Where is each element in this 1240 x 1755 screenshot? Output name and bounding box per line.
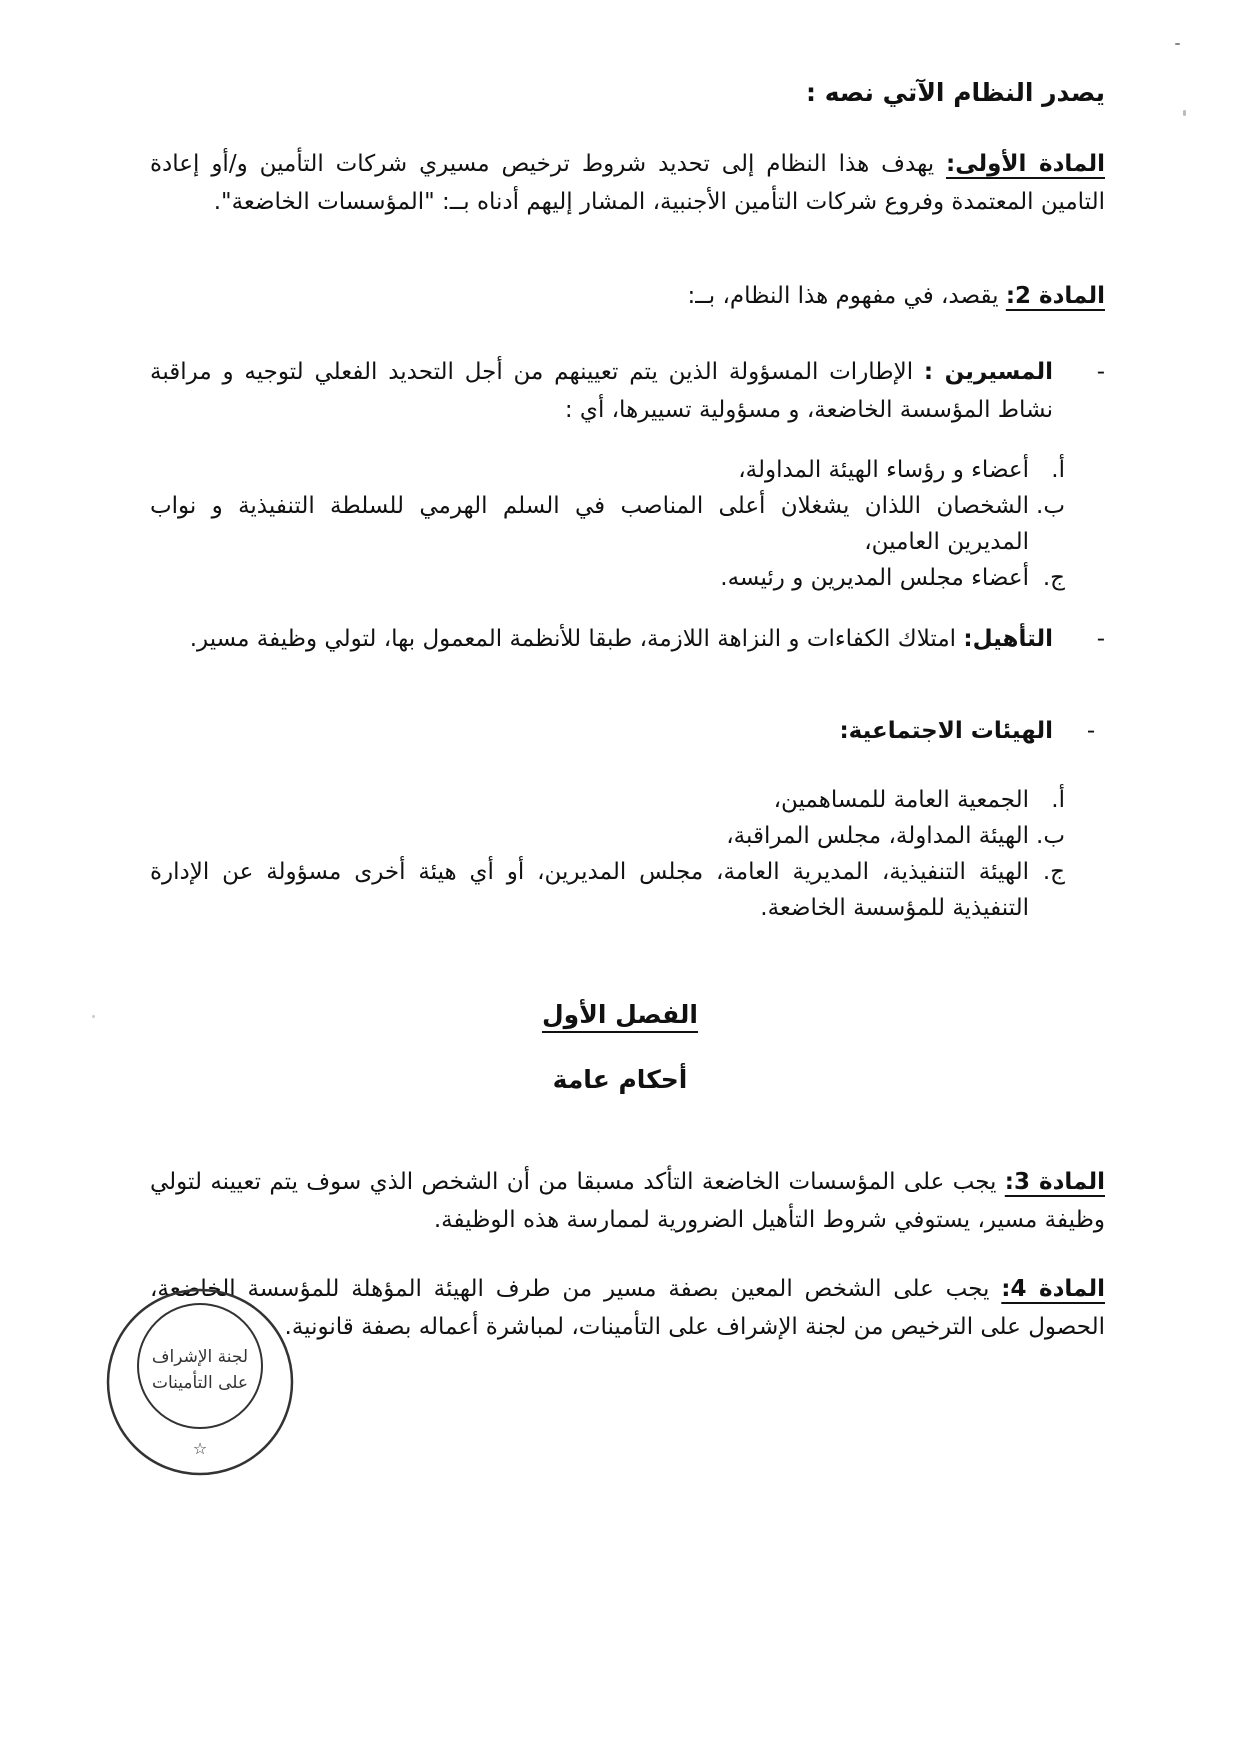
definition-managers-text: الإطارات المسؤولة الذين يتم تعيينهم من أجل التحديد الفعلي لتوجيه و مراقبة نشاط المؤسسة الخاضعة، و مسؤولية تسييرها، أي : xyxy=(150,359,1053,423)
list-item-text: أعضاء مجلس المديرين و رئيسه. xyxy=(720,565,1029,591)
article-1 xyxy=(150,145,1105,221)
dash-bullet: - xyxy=(1096,626,1105,652)
list-item xyxy=(150,488,1065,560)
social-bodies-list xyxy=(150,782,1065,926)
term-managers: المسيرين : xyxy=(923,359,1053,385)
article-4-label: المادة 4: xyxy=(1001,1276,1105,1302)
article-2 xyxy=(150,277,1105,315)
term-qualification: التأهيل: xyxy=(963,626,1053,652)
list-marker: ب. xyxy=(1036,823,1065,849)
seal-star-icon: ☆ xyxy=(192,1439,208,1458)
seal-line-2: على التأمينات xyxy=(151,1373,249,1393)
list-item xyxy=(150,560,1065,596)
list-item-text: الجمعية العامة للمساهمين، xyxy=(773,787,1029,813)
intro-heading: يصدر النظام الآتي نصه : xyxy=(806,78,1105,107)
article-3-label: المادة 3: xyxy=(1004,1169,1105,1195)
list-item xyxy=(150,782,1065,818)
chapter-subtitle: أحكام عامة xyxy=(552,1065,688,1094)
seal-graphic xyxy=(100,1282,300,1482)
article-4-text: يجب على الشخص المعين بصفة مسير من طرف الهيئة المؤهلة للمؤسسة الخاضعة، الحصول على الترخيص من لجنة الإشراف على التأمينات، لمباشرة أعماله بصفة قانونية. xyxy=(150,1276,1105,1340)
article-3 xyxy=(150,1163,1105,1239)
list-item-text: الهيئة التنفيذية، المديرية العامة، مجلس المديرين، أو أي هيئة أخرى مسؤولة عن الإدارة التنفيذية للمؤسسة الخاضعة. xyxy=(150,859,1029,921)
chapter-title-text: الفصل الأول xyxy=(541,1000,699,1029)
list-item-text: الشخصان اللذان يشغلان أعلى المناصب في السلم الهرمي للسلطة التنفيذية و نواب المديرين العامين، xyxy=(150,493,1029,555)
scan-speck xyxy=(1183,110,1186,116)
article-3-text: يجب على المؤسسات الخاضعة التأكد مسبقا من أن الشخص الذي سوف يتم تعيينه لتولي وظيفة مسير، يستوفي شروط التأهيل الضرورية لممارسة هذه الوظيفة. xyxy=(150,1169,1105,1233)
list-marker: أ. xyxy=(1051,787,1065,813)
list-item-text: أعضاء و رؤساء الهيئة المداولة، xyxy=(738,457,1029,483)
list-item xyxy=(150,452,1065,488)
managers-list xyxy=(150,452,1065,596)
scan-speck xyxy=(92,1015,95,1018)
definition-social-bodies xyxy=(150,712,1105,750)
list-item xyxy=(150,854,1065,926)
article-1-label: المادة الأولى: xyxy=(946,151,1105,177)
article-2-text: يقصد، في مفهوم هذا النظام، بــ: xyxy=(687,283,1006,309)
dash-bullet: - xyxy=(1096,359,1105,385)
list-marker: ج. xyxy=(1042,859,1065,885)
article-2-label: المادة 2: xyxy=(1005,283,1105,309)
dash-bullet: - xyxy=(1086,718,1096,744)
article-1-text: يهدف هذا النظام إلى تحديد شروط ترخيص مسيري شركات التأمين و/أو إعادة التامين المعتمدة وفروع شركات التأمين الأجنبية، المشار إليهم أدناه بــ: "المؤسسات الخاضعة". xyxy=(150,151,1105,215)
list-marker: أ. xyxy=(1051,457,1065,483)
definition-qualification-text: امتلاك الكفاءات و النزاهة اللازمة، طبقا للأنظمة المعمول بها، لتولي وظيفة مسير. xyxy=(189,626,964,652)
list-item xyxy=(150,818,1065,854)
official-seal-icon xyxy=(100,1282,310,1492)
definition-managers xyxy=(150,353,1105,429)
seal-line-1: لجنة الإشراف xyxy=(151,1347,249,1367)
scan-speck xyxy=(1175,43,1180,45)
term-social-bodies: الهيئات الاجتماعية: xyxy=(839,718,1053,744)
list-marker: ب. xyxy=(1036,493,1065,519)
definition-qualification xyxy=(150,620,1105,658)
chapter-title xyxy=(0,1000,1240,1029)
list-marker: ج. xyxy=(1042,565,1065,591)
list-item-text: الهيئة المداولة، مجلس المراقبة، xyxy=(726,823,1029,849)
